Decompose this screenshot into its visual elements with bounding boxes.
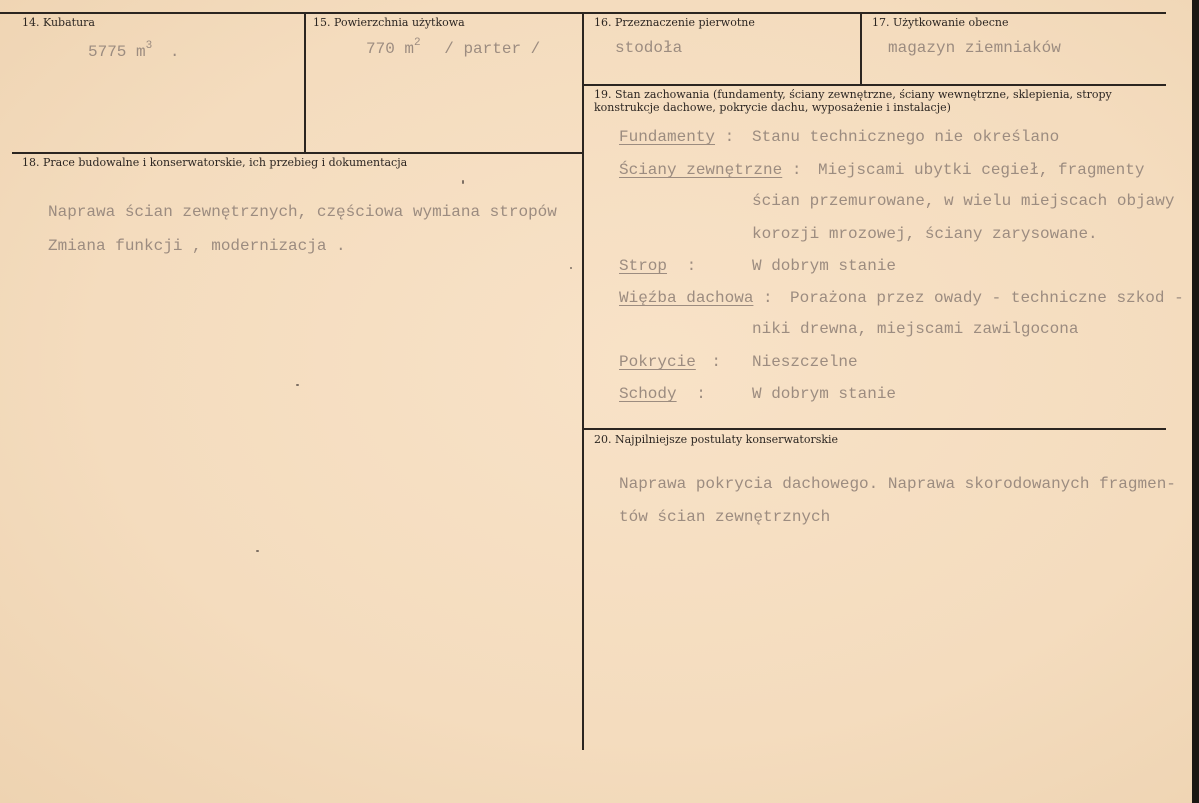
prace-line-2: Zmiana funkcji , modernizacja . (48, 237, 346, 255)
divider-14-15 (304, 12, 306, 152)
stan-term: Strop (619, 257, 668, 275)
stan-item-pokrycie (619, 352, 721, 372)
postulaty-label: 20. Najpilniejsze postulaty konserwatorskie (594, 433, 839, 446)
stan-text-continued: niki drewna, miejscami zawilgocona (752, 320, 1079, 338)
stan-text: Miejscami ubytki cegieł, fragmenty (818, 161, 1145, 179)
powierzchnia-value (366, 36, 541, 59)
stan-text: W dobrym stanie (752, 257, 897, 275)
powierzchnia-number: 770 m (366, 40, 415, 58)
stan-text-continued: korozji mrozowej, ściany zarysowane. (752, 225, 1098, 243)
stan-term: Schody (619, 385, 677, 403)
stan-term: Ściany zewnętrzne (619, 161, 783, 179)
kubatura-unit-exponent: 3 (145, 39, 153, 52)
postulaty-line-1: Naprawa pokrycia dachowego. Naprawa skorodowanych fragmen- (619, 475, 1176, 493)
paper-speck (256, 550, 259, 552)
kubatura-trailing-dot: . (169, 43, 180, 61)
stan-separator: : (696, 385, 706, 403)
divider-15-16 (582, 12, 584, 750)
kubatura-number: 5775 m (88, 43, 146, 61)
stan-item-sciany (619, 160, 801, 180)
stan-separator: : (791, 161, 802, 179)
rule-below-16-17 (584, 84, 1166, 86)
divider-16-17 (860, 12, 862, 84)
stan-separator: : (711, 353, 722, 371)
stan-term: Fundamenty (619, 128, 716, 146)
rule-below-14-15 (12, 152, 582, 154)
stan-item-strop (619, 256, 696, 276)
stan-label-line-1: 19. Stan zachowania (fundamenty, ściany zewnętrzne, ściany wewnętrzne, sklepienia, stropy (594, 88, 1112, 101)
kubatura-value (88, 39, 180, 62)
powierzchnia-label: 15. Powierzchnia użytkowa (313, 16, 465, 29)
stan-item-wiezba (619, 288, 773, 308)
prace-label: 18. Prace budowalne i konserwatorskie, ich przebieg i dokumentacja (22, 156, 408, 169)
stan-item-fundamenty (619, 127, 734, 147)
stan-term: Więźba dachowa (619, 289, 754, 307)
stan-separator: : (763, 289, 773, 307)
postulaty-line-2: tów ścian zewnętrznych (619, 508, 831, 526)
paper-speck (296, 384, 299, 386)
uzytkowanie-value: magazyn ziemniaków (888, 39, 1061, 57)
stan-separator: : (686, 257, 697, 275)
stan-text: Porażona przez owady - techniczne szkod - (790, 289, 1184, 307)
powierzchnia-unit-exponent: 2 (414, 36, 421, 49)
stan-text: W dobrym stanie (752, 385, 897, 403)
stan-term: Pokrycie (619, 353, 696, 371)
prace-line-1: Naprawa ścian zewnętrznych, częściowa wymiana stropów (48, 203, 557, 221)
przeznaczenie-value: stodoła (615, 39, 683, 57)
stan-text-continued: ścian przemurowane, w wielu miejscach objawy (752, 192, 1175, 210)
przeznaczenie-label: 16. Przeznaczenie pierwotne (594, 16, 755, 29)
powierzchnia-suffix: / parter / (444, 40, 541, 58)
kubatura-label: 14. Kubatura (22, 16, 95, 29)
paper-speck (462, 180, 464, 184)
rule-below-19 (584, 428, 1166, 430)
stan-text: Nieszczelne (752, 353, 858, 371)
stan-separator: : (724, 128, 735, 146)
stan-item-schody (619, 384, 706, 404)
stan-text: Stanu technicznego nie określano (752, 128, 1060, 146)
paper-speck (570, 267, 572, 269)
stan-label-line-2: konstrukcje dachowe, pokrycie dachu, wyposażenie i instalacje) (594, 101, 951, 114)
uzytkowanie-label: 17. Użytkowanie obecne (872, 16, 1009, 29)
